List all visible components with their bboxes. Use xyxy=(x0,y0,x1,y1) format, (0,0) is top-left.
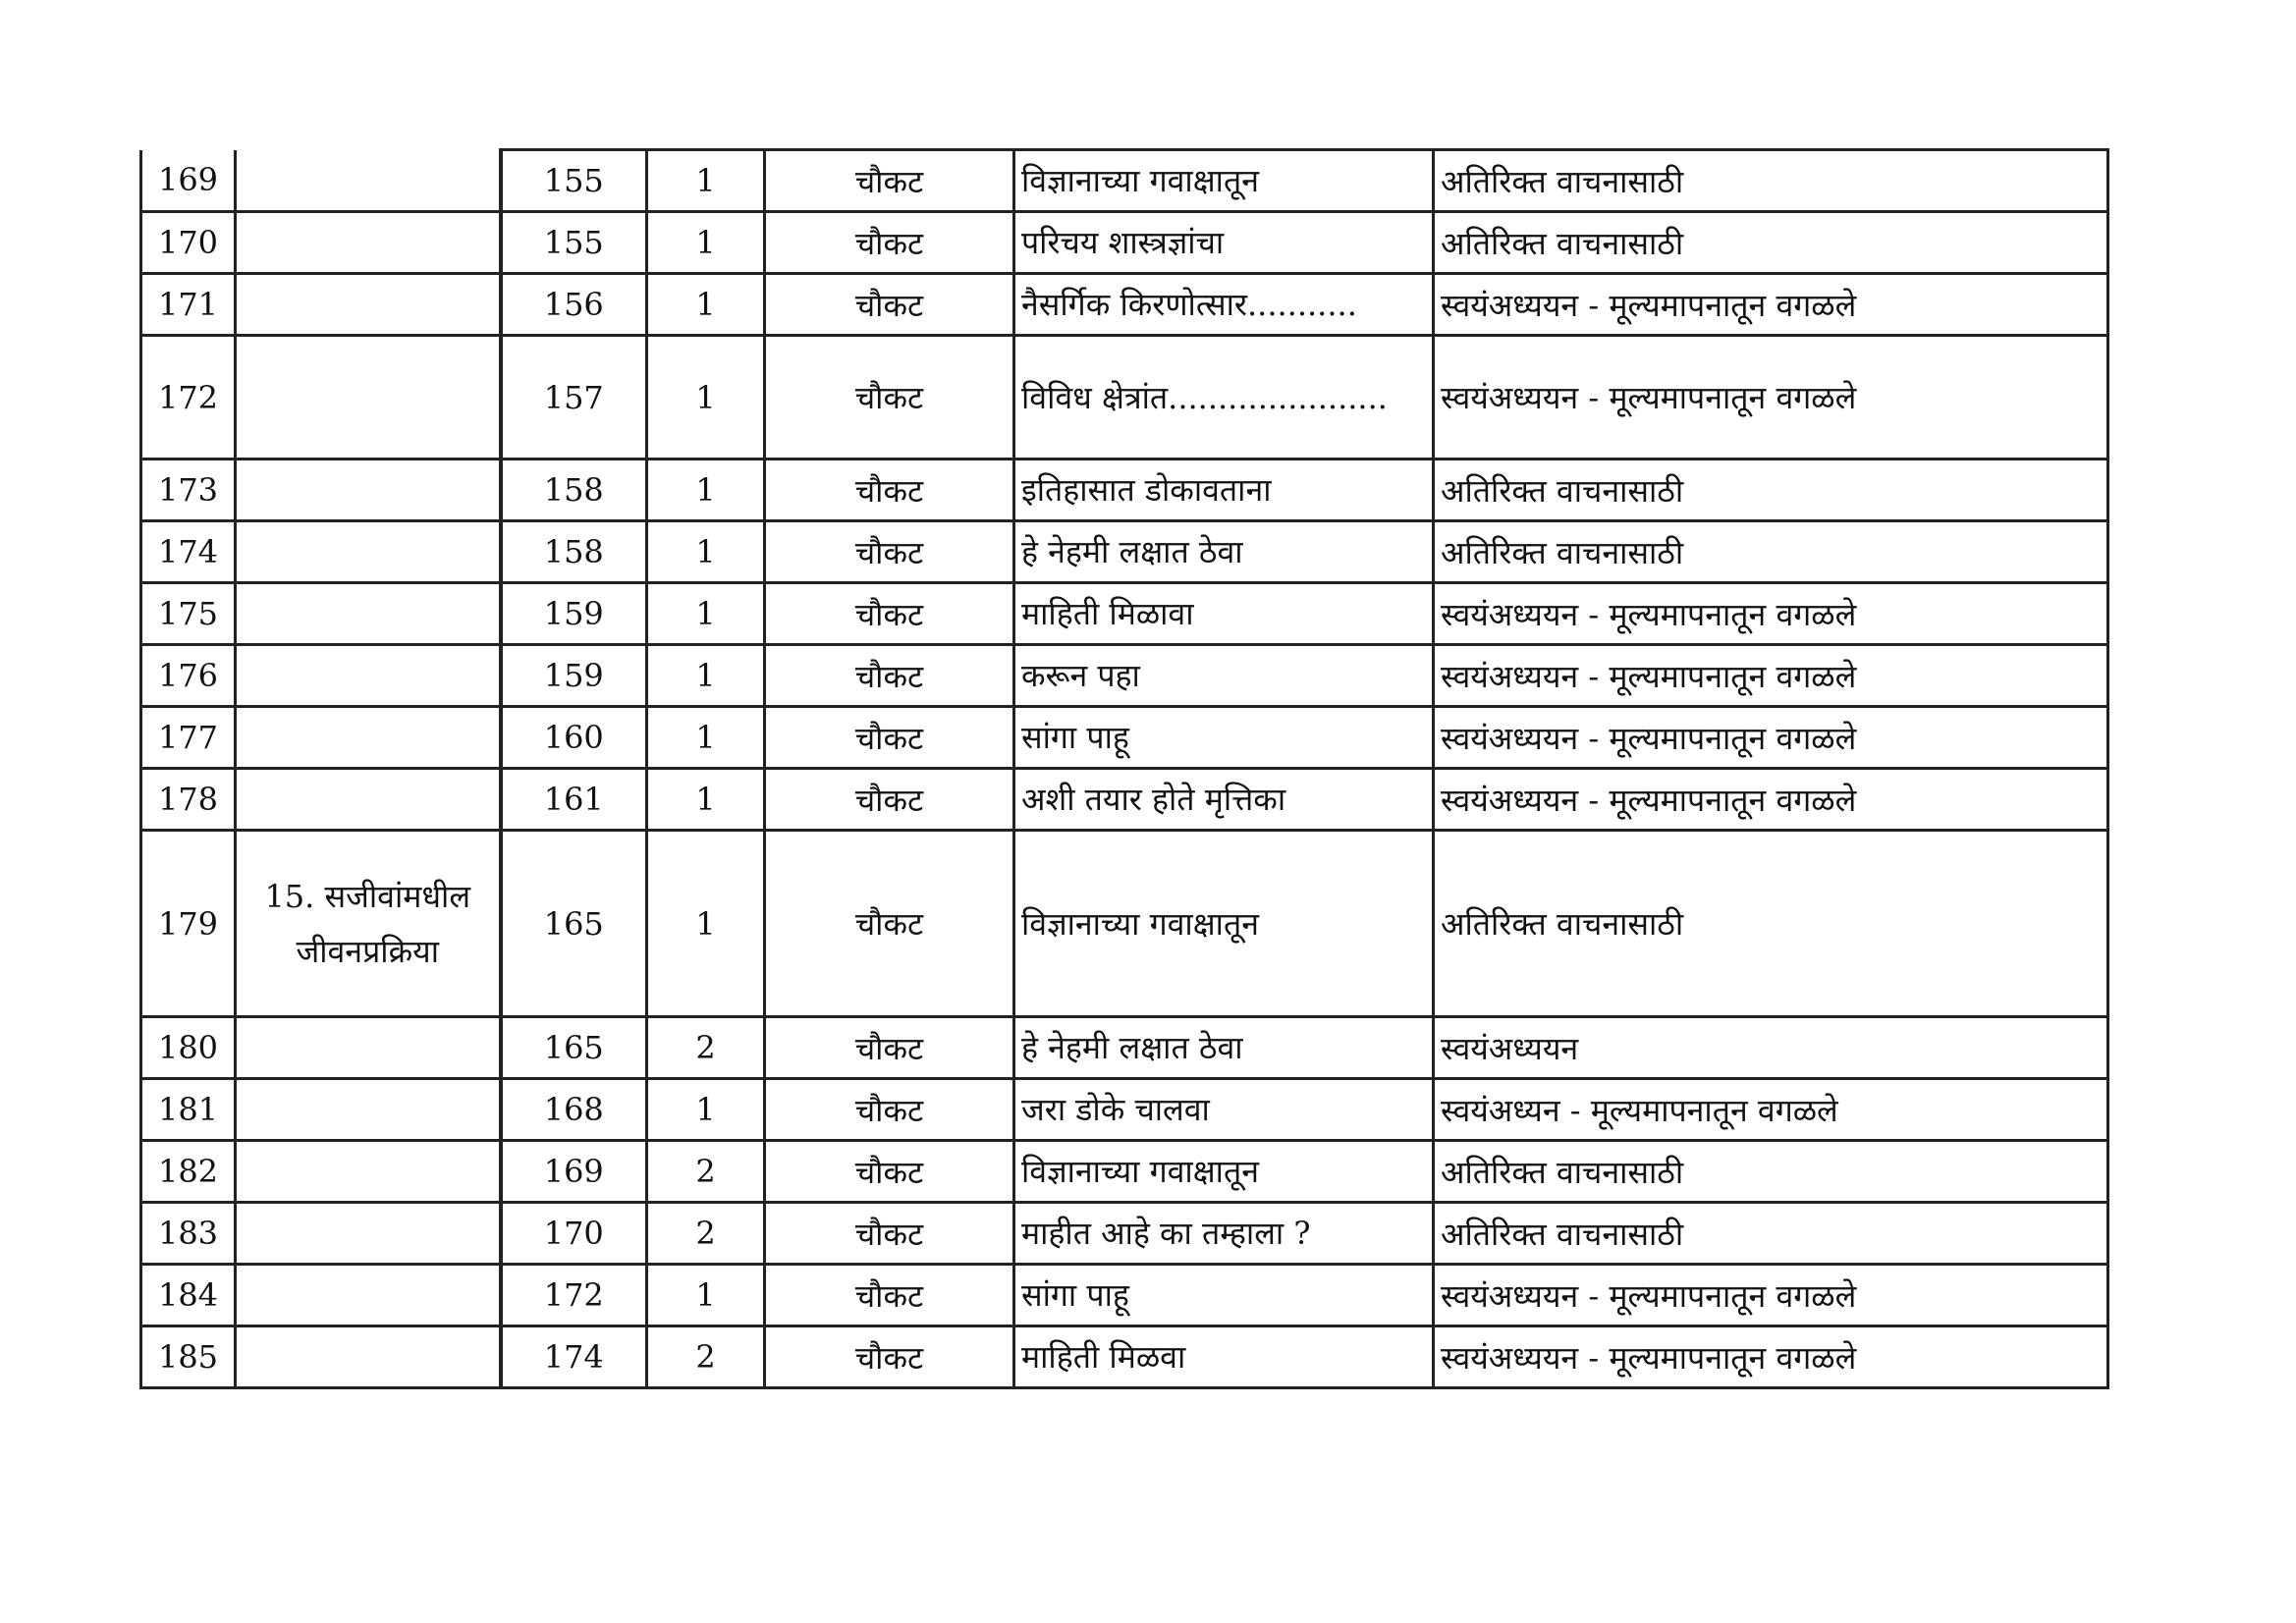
page-number-cell: 159 xyxy=(501,583,647,645)
title-cell: विविध क्षेत्रांत...................... xyxy=(1014,336,1434,460)
page-number-cell: 155 xyxy=(501,212,647,274)
count-cell: 2 xyxy=(647,1017,765,1079)
remark-cell: अतिरिक्त वाचनासाठी xyxy=(1434,212,2108,274)
chapter-cell xyxy=(236,583,501,645)
type-cell: चौकट xyxy=(765,707,1014,769)
table-row xyxy=(141,769,2108,831)
count-cell: 2 xyxy=(647,1141,765,1203)
chapter-cell xyxy=(236,707,501,769)
remark-cell: अतिरिक्त वाचनासाठी xyxy=(1434,460,2108,521)
serial-number-cell: 171 xyxy=(141,274,236,336)
table-row xyxy=(141,212,2108,274)
title-cell: इतिहासात डोकावताना xyxy=(1014,460,1434,521)
table-row xyxy=(141,1203,2108,1265)
chapter-cell xyxy=(236,150,501,212)
remark-cell: स्वयंअध्यन - मूल्यमापनातून वगळले xyxy=(1434,1079,2108,1141)
page-number-cell: 172 xyxy=(501,1265,647,1326)
serial-number-cell: 178 xyxy=(141,769,236,831)
table-row xyxy=(141,274,2108,336)
content-table xyxy=(139,148,2109,1389)
title-cell: विज्ञानाच्या गवाक्षातून xyxy=(1014,150,1434,212)
serial-number-cell: 182 xyxy=(141,1141,236,1203)
serial-number-cell: 169 xyxy=(141,150,236,212)
type-cell: चौकट xyxy=(765,1079,1014,1141)
type-cell: चौकट xyxy=(765,1017,1014,1079)
type-cell: चौकट xyxy=(765,212,1014,274)
title-cell: परिचय शास्त्रज्ञांचा xyxy=(1014,212,1434,274)
page-number-cell: 174 xyxy=(501,1326,647,1388)
page-number-cell: 157 xyxy=(501,336,647,460)
title-cell: हे नेहमी लक्षात ठेवा xyxy=(1014,1017,1434,1079)
remark-cell: अतिरिक्त वाचनासाठी xyxy=(1434,1141,2108,1203)
type-cell: चौकट xyxy=(765,769,1014,831)
table-row xyxy=(141,150,2108,212)
page-number-cell: 170 xyxy=(501,1203,647,1265)
chapter-cell xyxy=(236,1265,501,1326)
remark-cell: स्वयंअध्ययन xyxy=(1434,1017,2108,1079)
chapter-cell xyxy=(236,769,501,831)
remark-cell: स्वयंअध्ययन - मूल्यमापनातून वगळले xyxy=(1434,1326,2108,1388)
title-cell: माहिती मिळवा xyxy=(1014,1326,1434,1388)
title-cell: हे नेहमी लक्षात ठेवा xyxy=(1014,521,1434,583)
table-row xyxy=(141,707,2108,769)
chapter-cell xyxy=(236,274,501,336)
page-number-cell: 168 xyxy=(501,1079,647,1141)
table-row xyxy=(141,831,2108,1017)
type-cell: चौकट xyxy=(765,336,1014,460)
chapter-cell xyxy=(236,521,501,583)
chapter-cell xyxy=(236,460,501,521)
remark-cell: स्वयंअध्ययन - मूल्यमापनातून वगळले xyxy=(1434,274,2108,336)
serial-number-cell: 180 xyxy=(141,1017,236,1079)
remark-cell: अतिरिक्त वाचनासाठी xyxy=(1434,150,2108,212)
title-cell: माहिती मिळावा xyxy=(1014,583,1434,645)
remark-cell: अतिरिक्त वाचनासाठी xyxy=(1434,521,2108,583)
remark-cell: स्वयंअध्ययन - मूल्यमापनातून वगळले xyxy=(1434,645,2108,707)
title-cell: सांगा पाहू xyxy=(1014,707,1434,769)
type-cell: चौकट xyxy=(765,1141,1014,1203)
type-cell: चौकट xyxy=(765,583,1014,645)
page-number-cell: 156 xyxy=(501,274,647,336)
serial-number-cell: 185 xyxy=(141,1326,236,1388)
type-cell: चौकट xyxy=(765,150,1014,212)
serial-number-cell: 174 xyxy=(141,521,236,583)
type-cell: चौकट xyxy=(765,521,1014,583)
type-cell: चौकट xyxy=(765,1326,1014,1388)
count-cell: 1 xyxy=(647,1079,765,1141)
serial-number-cell: 181 xyxy=(141,1079,236,1141)
count-cell: 1 xyxy=(647,212,765,274)
table-row xyxy=(141,1265,2108,1326)
page-number-cell: 161 xyxy=(501,769,647,831)
table-row xyxy=(141,1326,2108,1388)
chapter-cell xyxy=(236,336,501,460)
page-number-cell: 160 xyxy=(501,707,647,769)
chapter-cell: 15. सजीवांमधील जीवनप्रक्रिया xyxy=(236,831,501,1017)
page-number-cell: 165 xyxy=(501,831,647,1017)
count-cell: 1 xyxy=(647,707,765,769)
serial-number-cell: 179 xyxy=(141,831,236,1017)
remark-cell: अतिरिक्त वाचनासाठी xyxy=(1434,1203,2108,1265)
page-number-cell: 159 xyxy=(501,645,647,707)
title-cell: जरा डोके चालवा xyxy=(1014,1079,1434,1141)
table-row xyxy=(141,460,2108,521)
title-cell: अशी तयार होते मृत्तिका xyxy=(1014,769,1434,831)
chapter-cell xyxy=(236,1203,501,1265)
type-cell: चौकट xyxy=(765,1265,1014,1326)
chapter-cell xyxy=(236,1017,501,1079)
count-cell: 1 xyxy=(647,769,765,831)
count-cell: 1 xyxy=(647,645,765,707)
title-cell: सांगा पाहू xyxy=(1014,1265,1434,1326)
title-cell: विज्ञानाच्या गवाक्षातून xyxy=(1014,831,1434,1017)
title-cell: माहीत आहे का तम्हाला ? xyxy=(1014,1203,1434,1265)
page-number-cell: 158 xyxy=(501,521,647,583)
chapter-cell xyxy=(236,1326,501,1388)
remark-cell: स्वयंअध्ययन - मूल्यमापनातून वगळले xyxy=(1434,1265,2108,1326)
table-row xyxy=(141,336,2108,460)
remark-cell: अतिरिक्त वाचनासाठी xyxy=(1434,831,2108,1017)
table-row xyxy=(141,1141,2108,1203)
remark-cell: स्वयंअध्ययन - मूल्यमापनातून वगळले xyxy=(1434,336,2108,460)
page-number-cell: 169 xyxy=(501,1141,647,1203)
serial-number-cell: 183 xyxy=(141,1203,236,1265)
table-row xyxy=(141,1017,2108,1079)
serial-number-cell: 184 xyxy=(141,1265,236,1326)
chapter-cell xyxy=(236,212,501,274)
serial-number-cell: 172 xyxy=(141,336,236,460)
page-number-cell: 165 xyxy=(501,1017,647,1079)
serial-number-cell: 170 xyxy=(141,212,236,274)
count-cell: 1 xyxy=(647,460,765,521)
type-cell: चौकट xyxy=(765,831,1014,1017)
serial-number-cell: 173 xyxy=(141,460,236,521)
count-cell: 1 xyxy=(647,274,765,336)
serial-number-cell: 175 xyxy=(141,583,236,645)
table-row xyxy=(141,645,2108,707)
count-cell: 1 xyxy=(647,1265,765,1326)
serial-number-cell: 177 xyxy=(141,707,236,769)
count-cell: 1 xyxy=(647,336,765,460)
serial-number-cell: 176 xyxy=(141,645,236,707)
page-number-cell: 158 xyxy=(501,460,647,521)
chapter-cell xyxy=(236,1141,501,1203)
title-cell: करून पहा xyxy=(1014,645,1434,707)
table-body xyxy=(141,150,2108,1388)
remark-cell: स्वयंअध्ययन - मूल्यमापनातून वगळले xyxy=(1434,583,2108,645)
table-row xyxy=(141,1079,2108,1141)
table-row xyxy=(141,583,2108,645)
page-number-cell: 155 xyxy=(501,150,647,212)
count-cell: 1 xyxy=(647,521,765,583)
remark-cell: स्वयंअध्ययन - मूल्यमापनातून वगळले xyxy=(1434,707,2108,769)
table-row xyxy=(141,521,2108,583)
chapter-cell xyxy=(236,1079,501,1141)
count-cell: 2 xyxy=(647,1326,765,1388)
type-cell: चौकट xyxy=(765,645,1014,707)
chapter-cell xyxy=(236,645,501,707)
count-cell: 1 xyxy=(647,583,765,645)
title-cell: नैसर्गिक किरणोत्सार........... xyxy=(1014,274,1434,336)
count-cell: 1 xyxy=(647,831,765,1017)
type-cell: चौकट xyxy=(765,460,1014,521)
count-cell: 2 xyxy=(647,1203,765,1265)
title-cell: विज्ञानाच्या गवाक्षातून xyxy=(1014,1141,1434,1203)
type-cell: चौकट xyxy=(765,1203,1014,1265)
remark-cell: स्वयंअध्ययन - मूल्यमापनातून वगळले xyxy=(1434,769,2108,831)
count-cell: 1 xyxy=(647,150,765,212)
type-cell: चौकट xyxy=(765,274,1014,336)
